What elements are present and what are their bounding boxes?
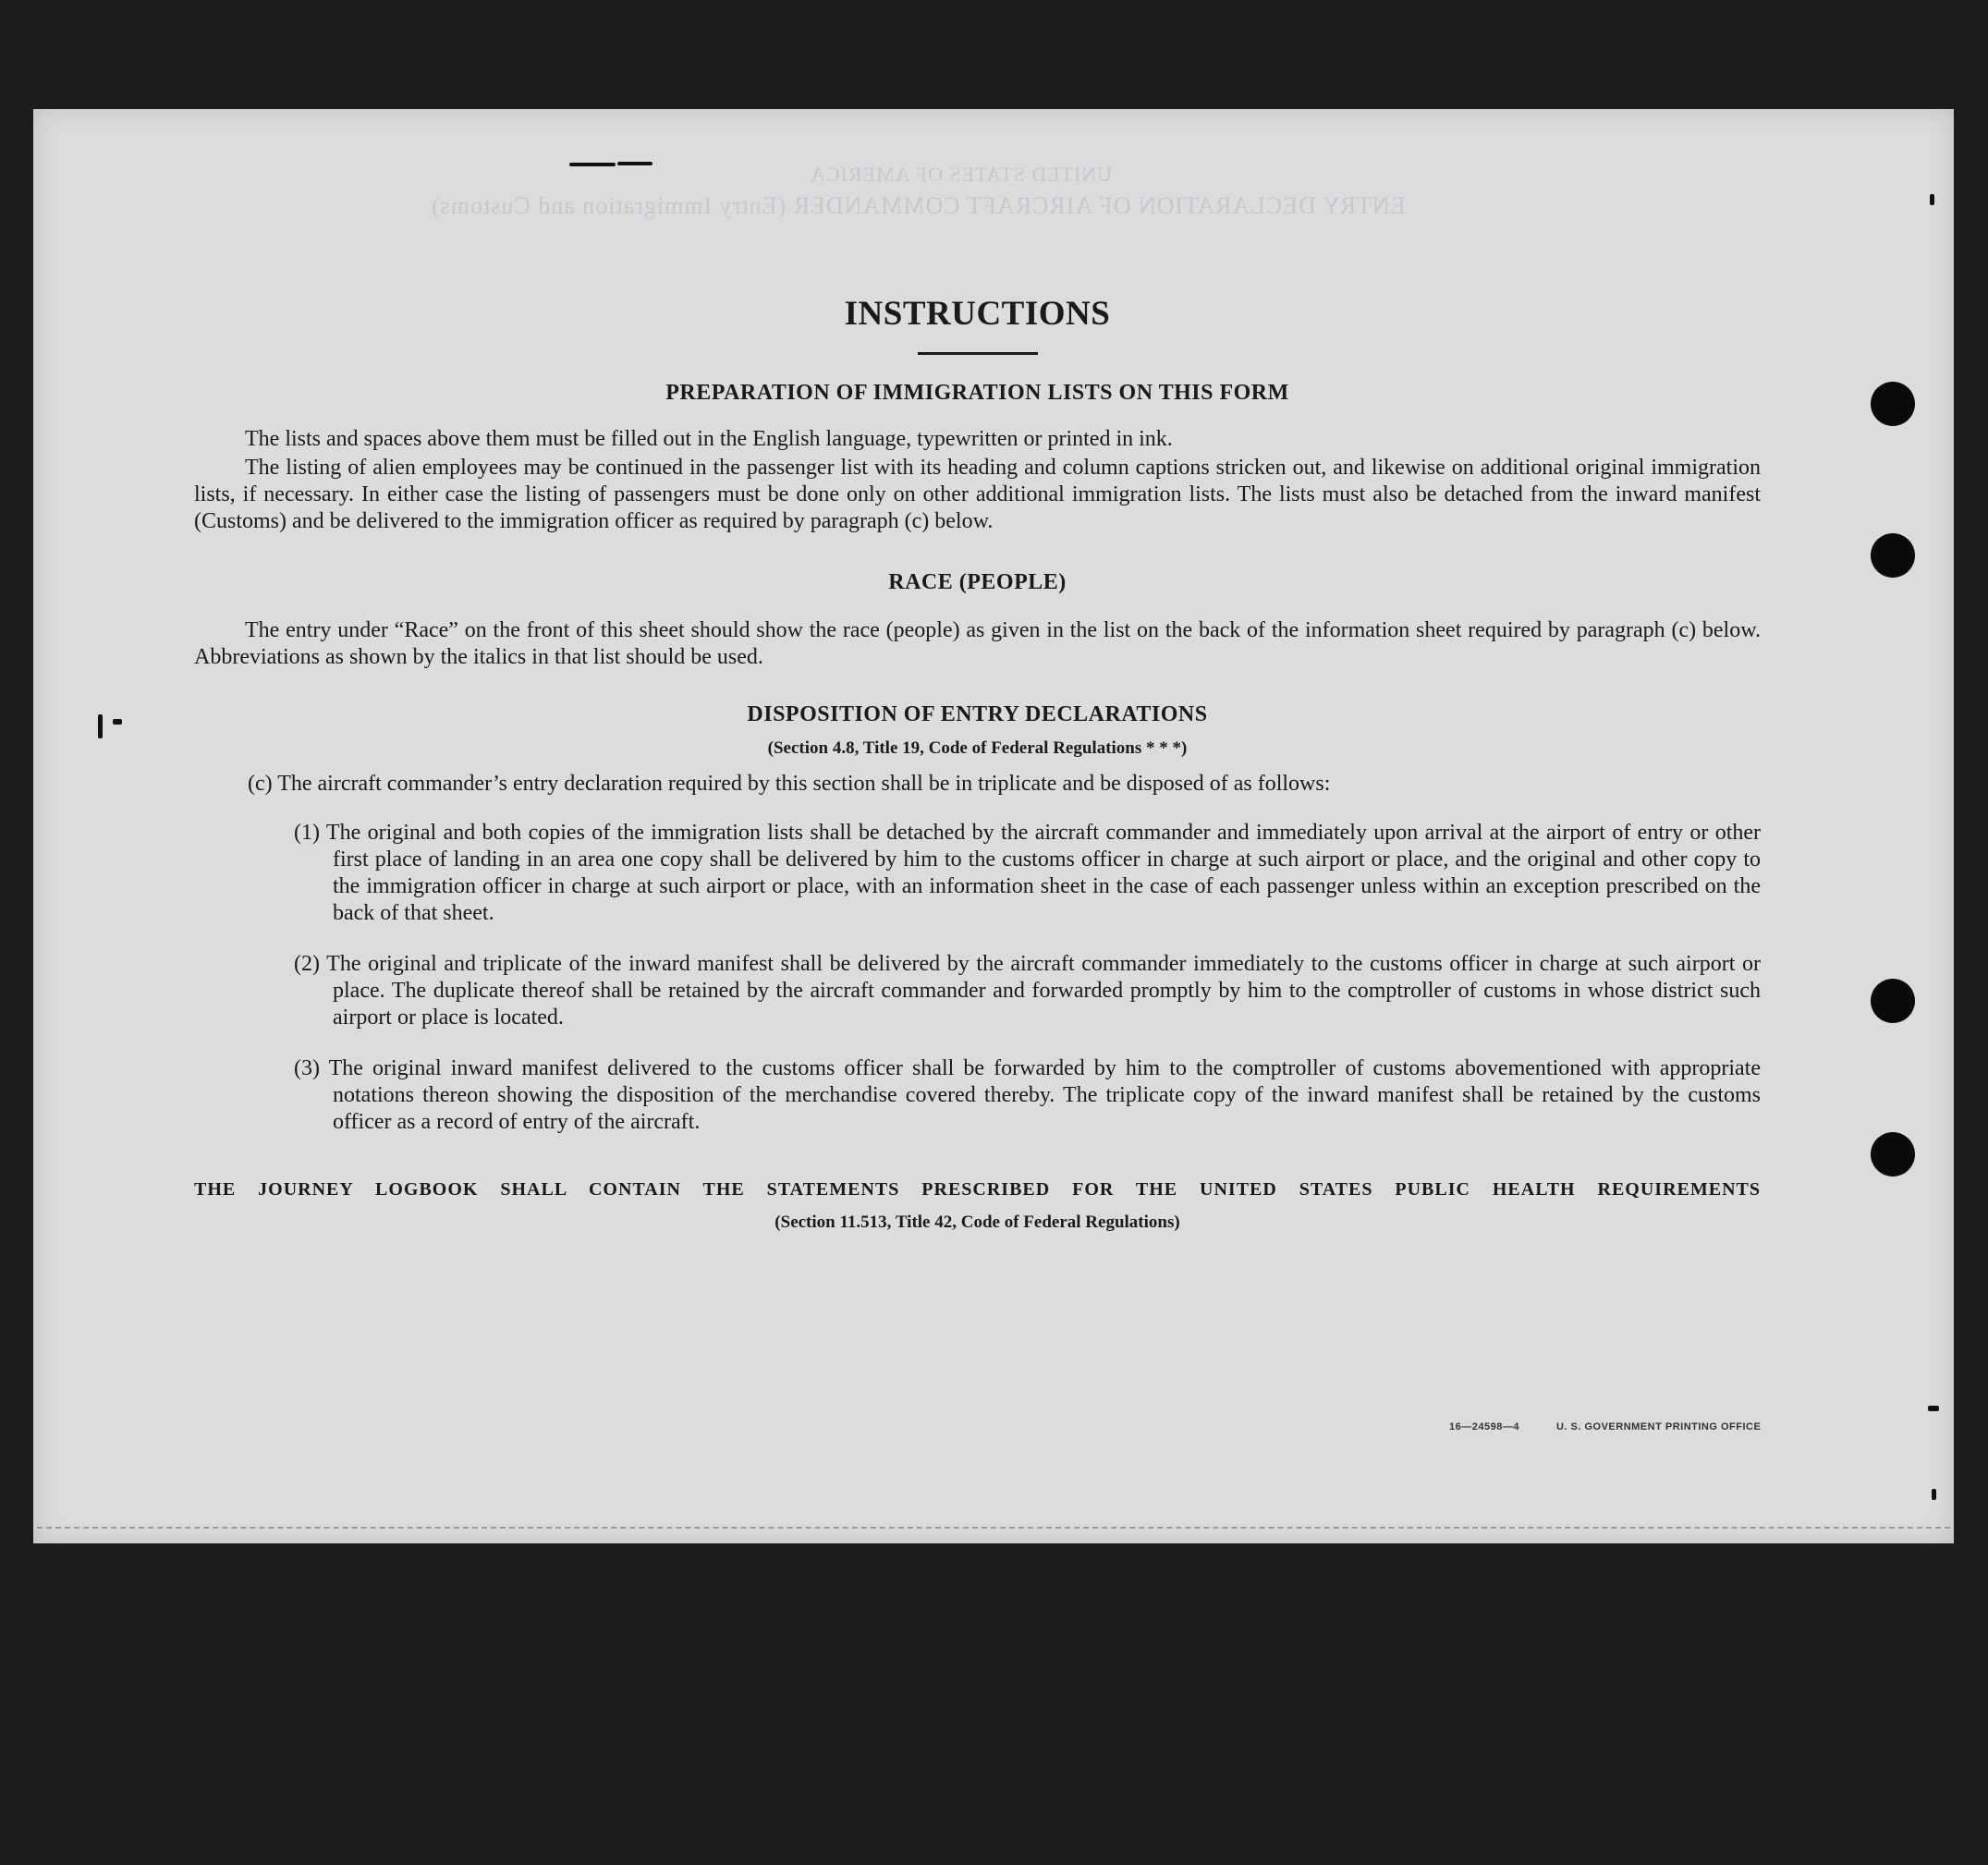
scan-mark — [617, 162, 653, 165]
scan-mark — [98, 714, 103, 738]
scan-mark — [113, 719, 122, 725]
bleed-through-text-2: ENTRY DECLARATION OF AIRCRAFT COMMANDER (Entry Immigration and Customs) — [431, 192, 1406, 219]
scan-mark — [1928, 1406, 1939, 1411]
punch-hole-3 — [1871, 979, 1915, 1023]
printer-imprint — [1449, 1421, 1761, 1432]
section-heading-preparation: PREPARATION OF IMMIGRATION LISTS ON THIS FORM — [665, 381, 1289, 405]
paragraph-race: The entry under “Race” on the front of this sheet should show the race (people) as given in the list on the back of the information sheet required by paragraph (c) below. Abbreviations as shown by the italics in that list should be used. — [194, 618, 1761, 669]
section-heading-race: RACE (PEOPLE) — [888, 570, 1067, 594]
regulation-citation: (Section 4.8, Title 19, Code of Federal Regulations * * *) — [767, 738, 1188, 758]
printer-office: U. S. GOVERNMENT PRINTING OFFICE — [1555, 1421, 1762, 1432]
punch-hole-1 — [1871, 382, 1915, 426]
paragraph-alien-employees: The listing of alien employees may be continued in the passenger list with its heading and column captions stricken out, and likewise on additional original immigration lists, if necessary. In either case the listing of passengers must be done only on other additional immigration lists. The lists must also be detached from the inward manifest (Customs) and be delivered to the immigration officer as required by paragraph (c) below. — [194, 456, 1761, 533]
scan-mark — [1930, 194, 1934, 205]
bleed-through-text-1: UNITED STATES OF AMERICA — [810, 163, 1113, 186]
punch-hole-4 — [1871, 1132, 1915, 1176]
list-item-1: (1) The original and both copies of the immigration lists shall be detached by the aircraft commander and immediately upon arrival at the airport of entry or other first place of landing in an area one copy shall be delivered by him to the customs officer in charge at such airport or place, and the original and other copy to the immigration officer in charge at such airport or place, with an information sheet in the case of each passenger unless within an exception prescribed on the back of that sheet. — [294, 821, 1761, 925]
instructions-content — [194, 294, 1761, 1236]
page-title: INSTRUCTIONS — [844, 295, 1111, 333]
scan-mark — [569, 163, 616, 166]
list-item-3: (3) The original inward manifest delivered to the customs officer shall be forwarded by him to the comptroller of customs abovementioned with appropriate notations thereon showing the disposition of the merchandise covered thereby. The triplicate copy of the inward manifest shall be retained by the customs officer as a record of entry of the aircraft. — [294, 1056, 1761, 1134]
scan-mark — [1932, 1489, 1936, 1500]
section-heading-disposition: DISPOSITION OF ENTRY DECLARATIONS — [747, 702, 1208, 726]
paragraph-language: The lists and spaces above them must be filled out in the English language, typewritten or printed in ink. — [245, 427, 1173, 451]
health-requirements-notice: THE JOURNEY LOGBOOK SHALL CONTAIN THE STATEMENTS PRESCRIBED FOR THE UNITED STATES PUBLIC HEALTH REQUIREMENTS — [194, 1179, 1761, 1200]
printer-code: 16—24598—4 — [1449, 1421, 1519, 1432]
health-regulation-citation: (Section 11.513, Title 42, Code of Federal Regulations) — [774, 1213, 1180, 1232]
list-item-2: (2) The original and triplicate of the inward manifest shall be delivered by the aircraft commander immediately to the customs officer in charge at such airport or place. The duplicate thereof shall be retained by the aircraft commander and forwarded promptly by him to the comptroller of customs in whose district such airport or place is located. — [294, 952, 1761, 1030]
paragraph-c-intro: (c) The aircraft commander’s entry declaration required by this section shall be in triplicate and be disposed of as follows: — [248, 772, 1331, 796]
punch-hole-2 — [1871, 533, 1915, 578]
title-underline — [918, 352, 1038, 355]
paper-perforation — [37, 1527, 1950, 1529]
